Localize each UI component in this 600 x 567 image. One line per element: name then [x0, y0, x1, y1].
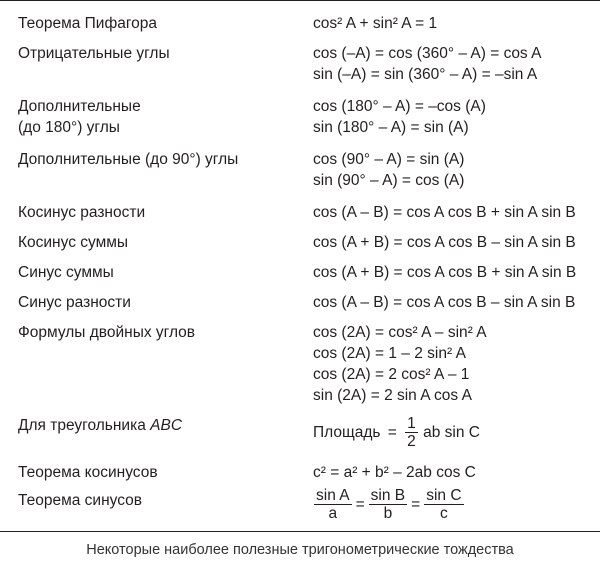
formula-line: sin (90° – A) = cos (A) [313, 172, 465, 189]
row-name: Синус суммы [18, 264, 114, 281]
row-formula: Площадь = $\frac{1}{2}$ ab sin C [313, 415, 480, 450]
formula-line: cos² A + sin² A = 1 [313, 15, 438, 32]
row-formula [313, 149, 464, 191]
row-formula [313, 232, 576, 253]
formula-line: sin (–A) = sin (360° – A) = –sin A [313, 66, 538, 83]
row-name: Косинус суммы [18, 234, 129, 251]
area-label: Площадь [313, 424, 381, 441]
fraction-sinA: $\frac{\text{sin A}}{a}$ [316, 487, 350, 522]
formula-line: cos (2A) = 2 cos² A – 1 [313, 366, 470, 383]
formula-line: cos (A + B) = cos A cos B – sin A sin B [313, 234, 576, 251]
formula-line: cos (90° – A) = sin (A) [313, 151, 465, 168]
row-name: Теорема синусов [18, 492, 142, 509]
row-name: Теорема косинусов [18, 464, 158, 481]
formula-line: sin (180° – A) = sin (A) [313, 119, 469, 136]
row-name: Отрицательные углы [18, 45, 170, 62]
row-formula [313, 13, 437, 34]
formula-line: cos (A + B) = cos A cos B + sin A sin B [313, 264, 577, 281]
row-name: Косинус разности [18, 204, 146, 221]
formula-line: cos (–A) = cos (360° – A) = cos A [313, 45, 542, 62]
row-name: Синус разности [18, 294, 131, 311]
row-name: Дополнительные (до 90°) углы [18, 151, 239, 168]
formula-line: sin (2A) = 2 sin A cos A [313, 387, 472, 404]
formula-line: cos (2A) = cos² A – sin² A [313, 324, 487, 341]
row-formula [313, 262, 576, 283]
row-formula [313, 202, 576, 223]
row-formula [313, 96, 486, 138]
row-formula [313, 292, 575, 313]
formula-line: c² = a² + b² – 2ab cos C [313, 464, 476, 481]
formula-line: cos (A – B) = cos A cos B + sin A sin B [313, 204, 576, 221]
row-formula: $\frac{\text{sin A}}{a}$ = $\frac{\text{sin B}}{b}$ = $\frac{\text{sin C}}{c}$ [316, 487, 462, 522]
row-name: Для треугольника ABC [18, 417, 183, 434]
row-name: Формулы двойных углов [18, 324, 196, 341]
fraction-sinB: $\frac{\text{sin B}}{b}$ [370, 487, 406, 522]
fraction-sinC: $\frac{\text{sin C}}{c}$ [426, 487, 462, 522]
row-formula [313, 462, 476, 483]
figure-caption: Некоторые наиболее полезные тригонометрические тождества [86, 542, 514, 558]
row-formula [313, 43, 541, 85]
formula-line: cos (2A) = 1 – 2 sin² A [313, 345, 466, 362]
row-name: Дополнительные (до 180°) углы [18, 98, 141, 136]
row-name: Теорема Пифагора [18, 15, 158, 32]
fraction-half: $\frac{1}{2}$ [407, 415, 416, 450]
formula-line: cos (180° – A) = –cos (A) [313, 98, 486, 115]
row-formula [313, 322, 487, 406]
formula-line: cos (A – B) = cos A cos B – sin A sin B [313, 294, 576, 311]
